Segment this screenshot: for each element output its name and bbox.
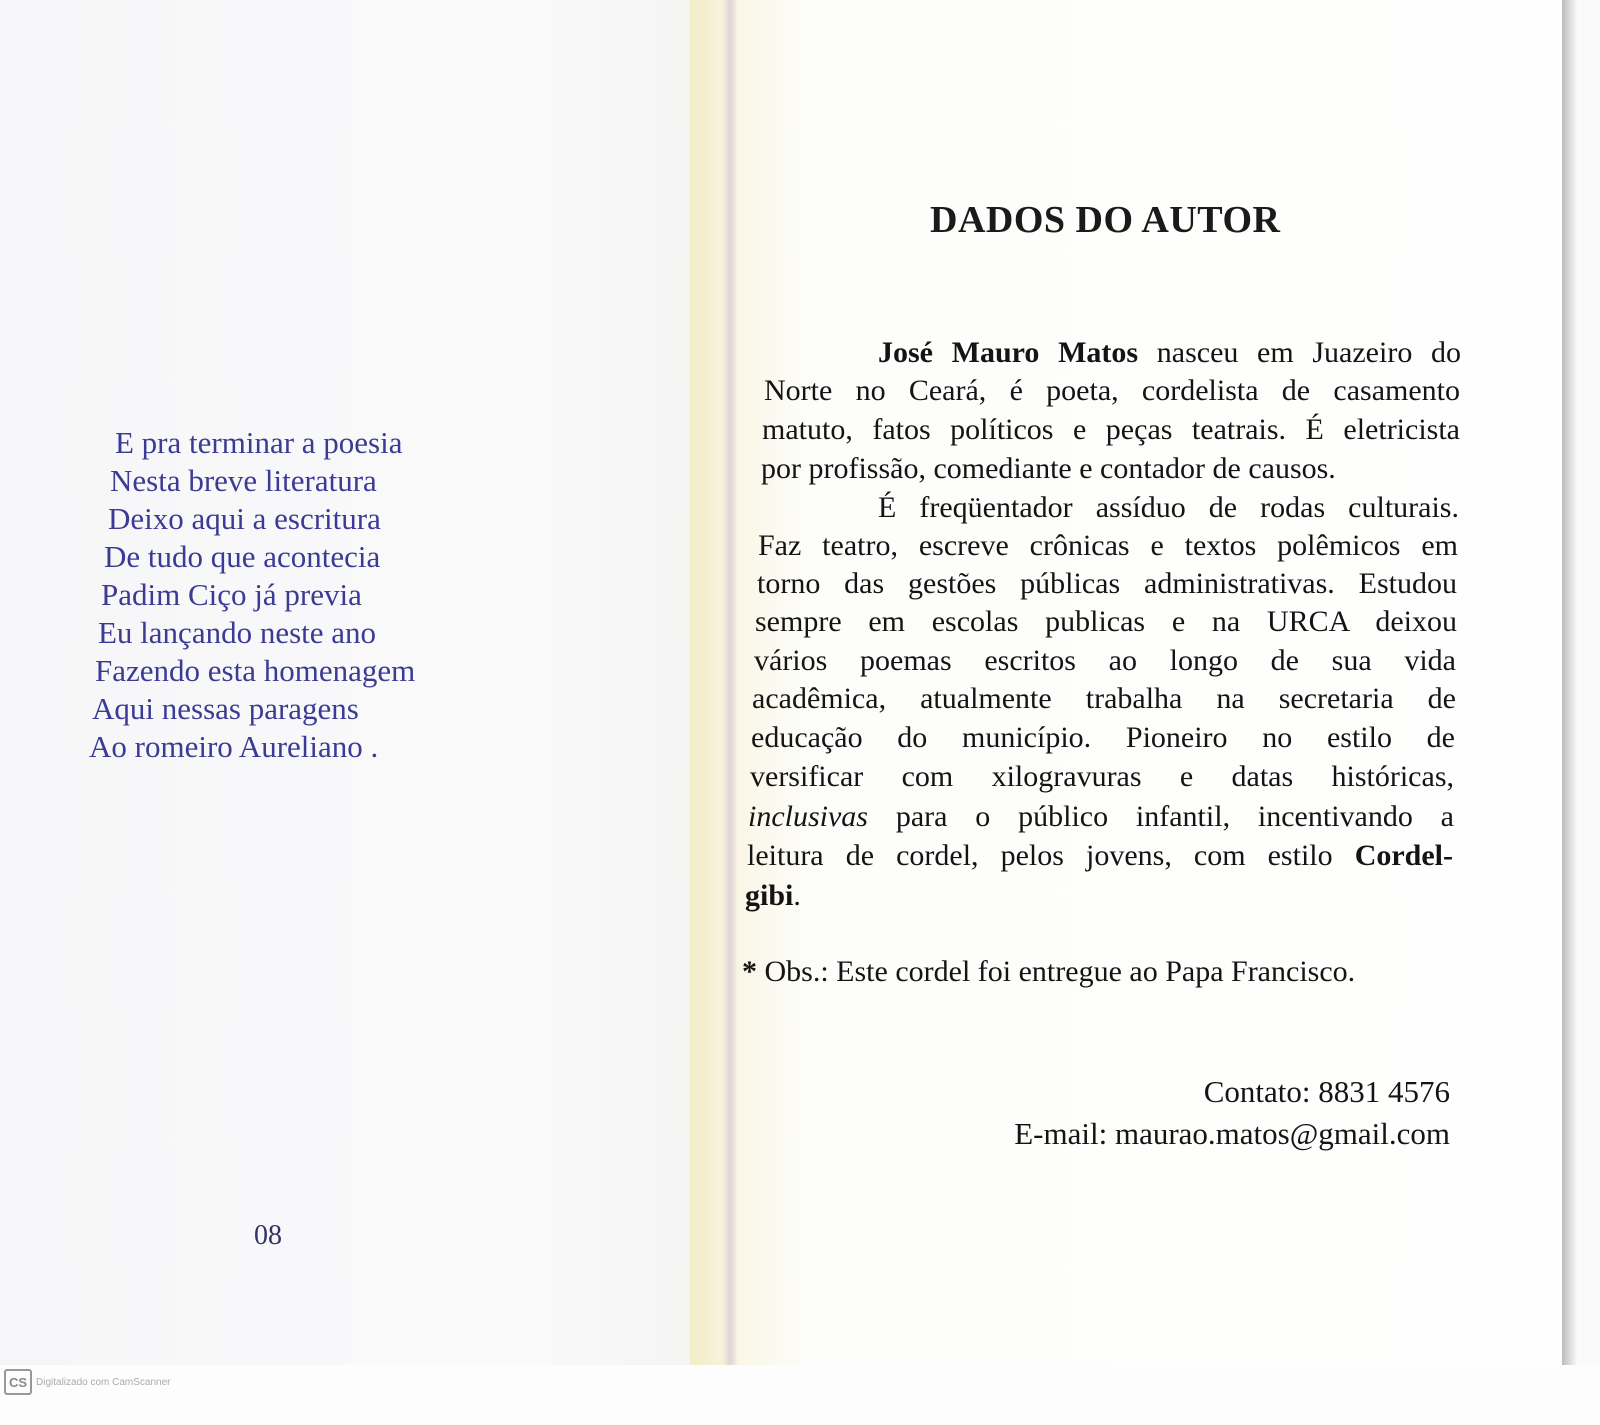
poem-line: Aqui nessas paragens (92, 691, 359, 726)
bio-text: por profissão, comediante e contador de causos. (761, 452, 1336, 485)
bio-line (748, 800, 1454, 834)
bio-text: É freqüentador assíduo de rodas culturais. (878, 491, 1459, 524)
poem-line: De tudo que acontecia (104, 539, 381, 574)
contact-email: E-mail: maurao.matos@gmail.com (1014, 1116, 1450, 1151)
bio-text: matuto, fatos políticos e peças teatrais. É eletricista (762, 413, 1460, 446)
camscanner-logo-icon: CS (4, 1369, 32, 1395)
bio-line (761, 452, 1336, 486)
scan-margin (0, 1365, 1600, 1425)
poem-line: Nesta breve literatura (110, 463, 377, 498)
bio-text: vários poemas escritos ao longo de sua vida (754, 644, 1456, 677)
watermark-text: Digitalizado com CamScanner (36, 1376, 171, 1388)
asterisk: * (742, 955, 757, 988)
poem-line: Fazendo esta homenagem (95, 653, 416, 688)
bio-line (878, 336, 1461, 370)
bio-text: Norte no Ceará, é poeta, cordelista de casamento (764, 374, 1460, 407)
contact-phone: Contato: 8831 4576 (1203, 1074, 1450, 1109)
camscanner-watermark (4, 1369, 171, 1395)
bio-text: acadêmica, atualmente trabalha na secretaria de (752, 682, 1456, 715)
bio-line (747, 839, 1453, 873)
bio-line (755, 605, 1457, 639)
poem-line: Deixo aqui a escritura (108, 501, 381, 536)
page-number: 08 (254, 1220, 282, 1251)
poem-line: Ao romeiro Aureliano . (89, 729, 379, 764)
bio-line (750, 760, 1454, 794)
poem-line: Padim Ciço já previa (101, 577, 362, 612)
bio-text: leitura de cordel, pelos jovens, com estilo (747, 839, 1355, 872)
page-edge (1562, 0, 1600, 1365)
bio-text: nasceu em Juazeiro do (1138, 336, 1461, 369)
poem-line: Eu lançando neste ano (98, 615, 377, 650)
bio-line (751, 721, 1455, 755)
bio-text: . (793, 879, 801, 912)
bio-line (878, 491, 1459, 525)
bio-line (757, 567, 1457, 601)
bio-line (758, 529, 1458, 563)
observation-note (742, 955, 1355, 989)
bold-term: gibi (745, 879, 794, 912)
bio-line (752, 682, 1456, 716)
bio-line (754, 644, 1456, 678)
observation-text: Obs.: Este cordel foi entregue ao Papa Francisco. (757, 955, 1356, 988)
bio-text: Faz teatro, escreve crônicas e textos polêmicos em (758, 529, 1458, 562)
book-gutter (722, 0, 738, 1365)
bio-text: torno das gestões públicas administrativas. Estudou (757, 567, 1457, 600)
bio-text: educação do município. Pioneiro no estilo de (751, 721, 1455, 754)
bio-text: versificar com xilogravuras e datas históricas, (750, 760, 1454, 793)
page-title: DADOS DO AUTOR (930, 199, 1281, 241)
bio-line (762, 413, 1460, 447)
bio-text: para o público infantil, incentivando a (868, 800, 1454, 833)
poem-line: E pra terminar a poesia (115, 425, 403, 460)
emphasis-text: inclusivas (748, 800, 868, 833)
bio-line (764, 374, 1460, 408)
author-name: José Mauro Matos (878, 336, 1139, 369)
bold-term: Cordel- (1354, 839, 1453, 872)
bio-text: sempre em escolas publicas e na URCA deixou (755, 605, 1457, 638)
bio-line (745, 879, 801, 913)
